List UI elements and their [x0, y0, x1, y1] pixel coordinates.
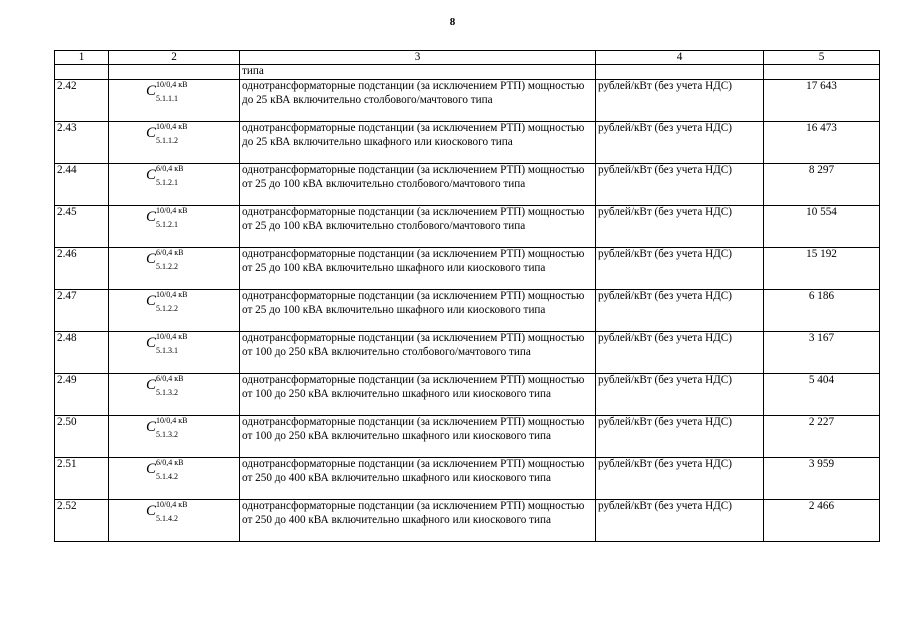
table-row [55, 164, 880, 206]
continuation-row [55, 65, 880, 80]
cell-num [55, 65, 109, 80]
cell-unit: рублей/кВт (без учета НДС) [596, 332, 764, 374]
cell-num: 2.45 [55, 206, 109, 248]
cell-code [109, 416, 240, 458]
voltage-class: 6/0,4 кВ [156, 374, 184, 383]
tariff-rate-symbol [146, 332, 202, 356]
tariff-rate-symbol [146, 500, 202, 524]
cell-unit: рублей/кВт (без учета НДС) [596, 80, 764, 122]
column-header: 4 [596, 51, 764, 65]
cell-num: 2.48 [55, 332, 109, 374]
tariff-rate-symbol [146, 80, 202, 104]
tariff-rate-symbol [146, 206, 202, 230]
cell-value: 6 186 [764, 290, 880, 332]
cell-description: типа [240, 65, 596, 80]
cell-value: 15 192 [764, 248, 880, 290]
cell-code [109, 122, 240, 164]
rate-letter: C [146, 293, 157, 309]
tariff-rate-symbol [146, 122, 202, 146]
cell-unit [596, 65, 764, 80]
cell-description: однотрансформаторные подстанции (за исключением РТП) мощностью от 25 до 100 кВА включительно шкафного или киоскового типа [240, 248, 596, 290]
rate-letter: C [146, 461, 157, 477]
cell-description: однотрансформаторные подстанции (за исключением РТП) мощностью до 25 кВА включительно столбового/мачтового типа [240, 80, 596, 122]
cell-code [109, 458, 240, 500]
voltage-class: 6/0,4 кВ [156, 164, 184, 173]
cell-code [109, 374, 240, 416]
cell-description: однотрансформаторные подстанции (за исключением РТП) мощностью от 250 до 400 кВА включительно шкафного или киоскового типа [240, 500, 596, 542]
table-row [55, 500, 880, 542]
rate-index: 5.1.2.2 [156, 304, 178, 313]
cell-description: однотрансформаторные подстанции (за исключением РТП) мощностью от 25 до 100 кВА включительно шкафного или киоскового типа [240, 290, 596, 332]
rate-index: 5.1.1.2 [156, 136, 178, 145]
rate-index: 5.1.1.1 [156, 94, 178, 103]
column-header: 2 [109, 51, 240, 65]
cell-code [109, 332, 240, 374]
header-row [55, 51, 880, 65]
table-row [55, 122, 880, 164]
rate-letter: C [146, 503, 157, 519]
table-row [55, 416, 880, 458]
cell-unit: рублей/кВт (без учета НДС) [596, 122, 764, 164]
cell-code [109, 500, 240, 542]
cell-code [109, 290, 240, 332]
rate-letter: C [146, 209, 157, 225]
rate-letter: C [146, 125, 157, 141]
rate-index: 5.1.2.1 [156, 178, 178, 187]
cell-description: однотрансформаторные подстанции (за исключением РТП) мощностью от 25 до 100 кВА включительно столбового/мачтового типа [240, 164, 596, 206]
voltage-class: 6/0,4 кВ [156, 248, 184, 257]
rate-index: 5.1.2.1 [156, 220, 178, 229]
cell-num: 2.49 [55, 374, 109, 416]
cell-num: 2.52 [55, 500, 109, 542]
rate-letter: C [146, 377, 157, 393]
tariff-table [54, 50, 880, 542]
cell-code [109, 206, 240, 248]
cell-num: 2.47 [55, 290, 109, 332]
cell-value: 5 404 [764, 374, 880, 416]
table-body [55, 65, 880, 542]
rate-index: 5.1.3.1 [156, 346, 178, 355]
cell-num: 2.46 [55, 248, 109, 290]
table-row [55, 332, 880, 374]
cell-description: однотрансформаторные подстанции (за исключением РТП) мощностью до 25 кВА включительно шкафного или киоскового типа [240, 122, 596, 164]
table-row [55, 80, 880, 122]
cell-value: 8 297 [764, 164, 880, 206]
voltage-class: 10/0,4 кВ [156, 500, 188, 509]
tariff-rate-symbol [146, 248, 202, 272]
cell-value [764, 65, 880, 80]
table-row [55, 458, 880, 500]
cell-unit: рублей/кВт (без учета НДС) [596, 164, 764, 206]
tariff-rate-symbol [146, 164, 202, 188]
column-header: 5 [764, 51, 880, 65]
cell-code [109, 248, 240, 290]
table-row [55, 290, 880, 332]
voltage-class: 6/0,4 кВ [156, 458, 184, 467]
cell-num: 2.51 [55, 458, 109, 500]
cell-num: 2.43 [55, 122, 109, 164]
cell-value: 10 554 [764, 206, 880, 248]
cell-num: 2.42 [55, 80, 109, 122]
cell-num: 2.44 [55, 164, 109, 206]
cell-unit: рублей/кВт (без учета НДС) [596, 248, 764, 290]
column-header: 3 [240, 51, 596, 65]
table-row [55, 206, 880, 248]
cell-unit: рублей/кВт (без учета НДС) [596, 206, 764, 248]
cell-code [109, 80, 240, 122]
tariff-rate-symbol [146, 290, 202, 314]
cell-description: однотрансформаторные подстанции (за исключением РТП) мощностью от 100 до 250 кВА включительно шкафного или киоскового типа [240, 374, 596, 416]
voltage-class: 10/0,4 кВ [156, 80, 188, 89]
table-header [55, 51, 880, 65]
cell-value: 16 473 [764, 122, 880, 164]
voltage-class: 10/0,4 кВ [156, 122, 188, 131]
cell-description: однотрансформаторные подстанции (за исключением РТП) мощностью от 100 до 250 кВА включительно шкафного или киоскового типа [240, 416, 596, 458]
cell-value: 3 167 [764, 332, 880, 374]
cell-num: 2.50 [55, 416, 109, 458]
tariff-rate-symbol [146, 416, 202, 440]
rate-index: 5.1.2.2 [156, 262, 178, 271]
voltage-class: 10/0,4 кВ [156, 206, 188, 215]
cell-value: 17 643 [764, 80, 880, 122]
cell-unit: рублей/кВт (без учета НДС) [596, 500, 764, 542]
rate-index: 5.1.4.2 [156, 514, 178, 523]
cell-unit: рублей/кВт (без учета НДС) [596, 290, 764, 332]
rate-letter: C [146, 251, 157, 267]
cell-code [109, 65, 240, 80]
table-row [55, 248, 880, 290]
rate-letter: C [146, 167, 157, 183]
rate-letter: C [146, 335, 157, 351]
page-number: 8 [449, 16, 456, 28]
voltage-class: 10/0,4 кВ [156, 416, 188, 425]
column-header: 1 [55, 51, 109, 65]
rate-index: 5.1.4.2 [156, 472, 178, 481]
cell-code [109, 164, 240, 206]
rate-index: 5.1.3.2 [156, 430, 178, 439]
cell-value: 2 466 [764, 500, 880, 542]
rate-index: 5.1.3.2 [156, 388, 178, 397]
cell-unit: рублей/кВт (без учета НДС) [596, 374, 764, 416]
cell-description: однотрансформаторные подстанции (за исключением РТП) мощностью от 250 до 400 кВА включительно шкафного или киоскового типа [240, 458, 596, 500]
rate-letter: C [146, 83, 157, 99]
rate-letter: C [146, 419, 157, 435]
cell-value: 2 227 [764, 416, 880, 458]
tariff-rate-symbol [146, 458, 202, 482]
tariff-rate-symbol [146, 374, 202, 398]
cell-value: 3 959 [764, 458, 880, 500]
voltage-class: 10/0,4 кВ [156, 290, 188, 299]
cell-unit: рублей/кВт (без учета НДС) [596, 458, 764, 500]
cell-unit: рублей/кВт (без учета НДС) [596, 416, 764, 458]
voltage-class: 10/0,4 кВ [156, 332, 188, 341]
cell-description: однотрансформаторные подстанции (за исключением РТП) мощностью от 25 до 100 кВА включительно столбового/мачтового типа [240, 206, 596, 248]
table-row [55, 374, 880, 416]
cell-description: однотрансформаторные подстанции (за исключением РТП) мощностью от 100 до 250 кВА включительно столбового/мачтового типа [240, 332, 596, 374]
